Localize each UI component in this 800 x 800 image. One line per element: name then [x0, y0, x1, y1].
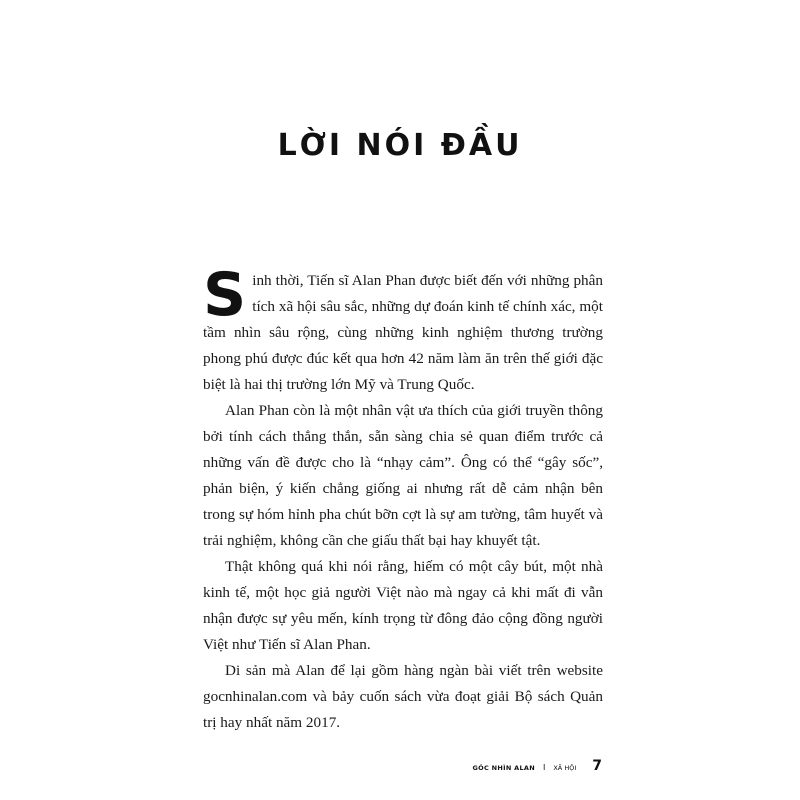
body-text	[203, 260, 603, 736]
drop-cap: S	[203, 260, 247, 330]
paragraph-1	[203, 260, 603, 398]
footer-category: XÃ HỘI	[553, 764, 577, 772]
page-title: LỜI NÓI ĐẦU	[277, 128, 523, 163]
paragraph-2: Alan Phan còn là một nhân vật ưa thích của giới truyền thông bởi tính cách thẳng thắn, sẵn sàng chia sẻ quan điểm trước cả những vấn đề được cho là “nhạy cảm”. Ông có thể “gây sốc”, phản biện, ý kiến chẳng giống ai nhưng rất dễ cảm nhận bên trong sự hóm hỉnh pha chút bỡn cợt là sự am tường, tâm huyết và trải nghiệm, không cần che giấu thất bại hay khuyết tật.	[203, 402, 603, 549]
footer-series-title: GÓC NHÌN ALAN	[472, 764, 535, 772]
paragraph-1-text: inh thời, Tiến sĩ Alan Phan được biết đến với những phân tích xã hội sâu sắc, những dự đoán kinh tế chính xác, một tầm nhìn sâu rộng, cùng những kinh nghiệm thương trường phong phú được đúc kết qua hơn 42 năm làm ăn trên thế giới đặc biệt là hai thị trường lớn Mỹ và Trung Quốc.	[203, 272, 603, 393]
page-footer	[473, 758, 602, 774]
page-number: 7	[592, 758, 602, 774]
paragraph-3: Thật không quá khi nói rằng, hiếm có một cây bút, một nhà kinh tế, một học giả người Việt nào mà ngay cả khi mất đi vẫn nhận được sự yêu mến, kính trọng từ đông đảo cộng đồng người Việt như Tiến sĩ Alan Phan.	[203, 558, 603, 653]
footer-separator: I	[543, 763, 546, 772]
paragraph-4: Di sản mà Alan để lại gồm hàng ngàn bài viết trên website gocnhinalan.com và bảy cuốn sách vừa đoạt giải Bộ sách Quản trị hay nhất năm 2017.	[203, 662, 603, 731]
